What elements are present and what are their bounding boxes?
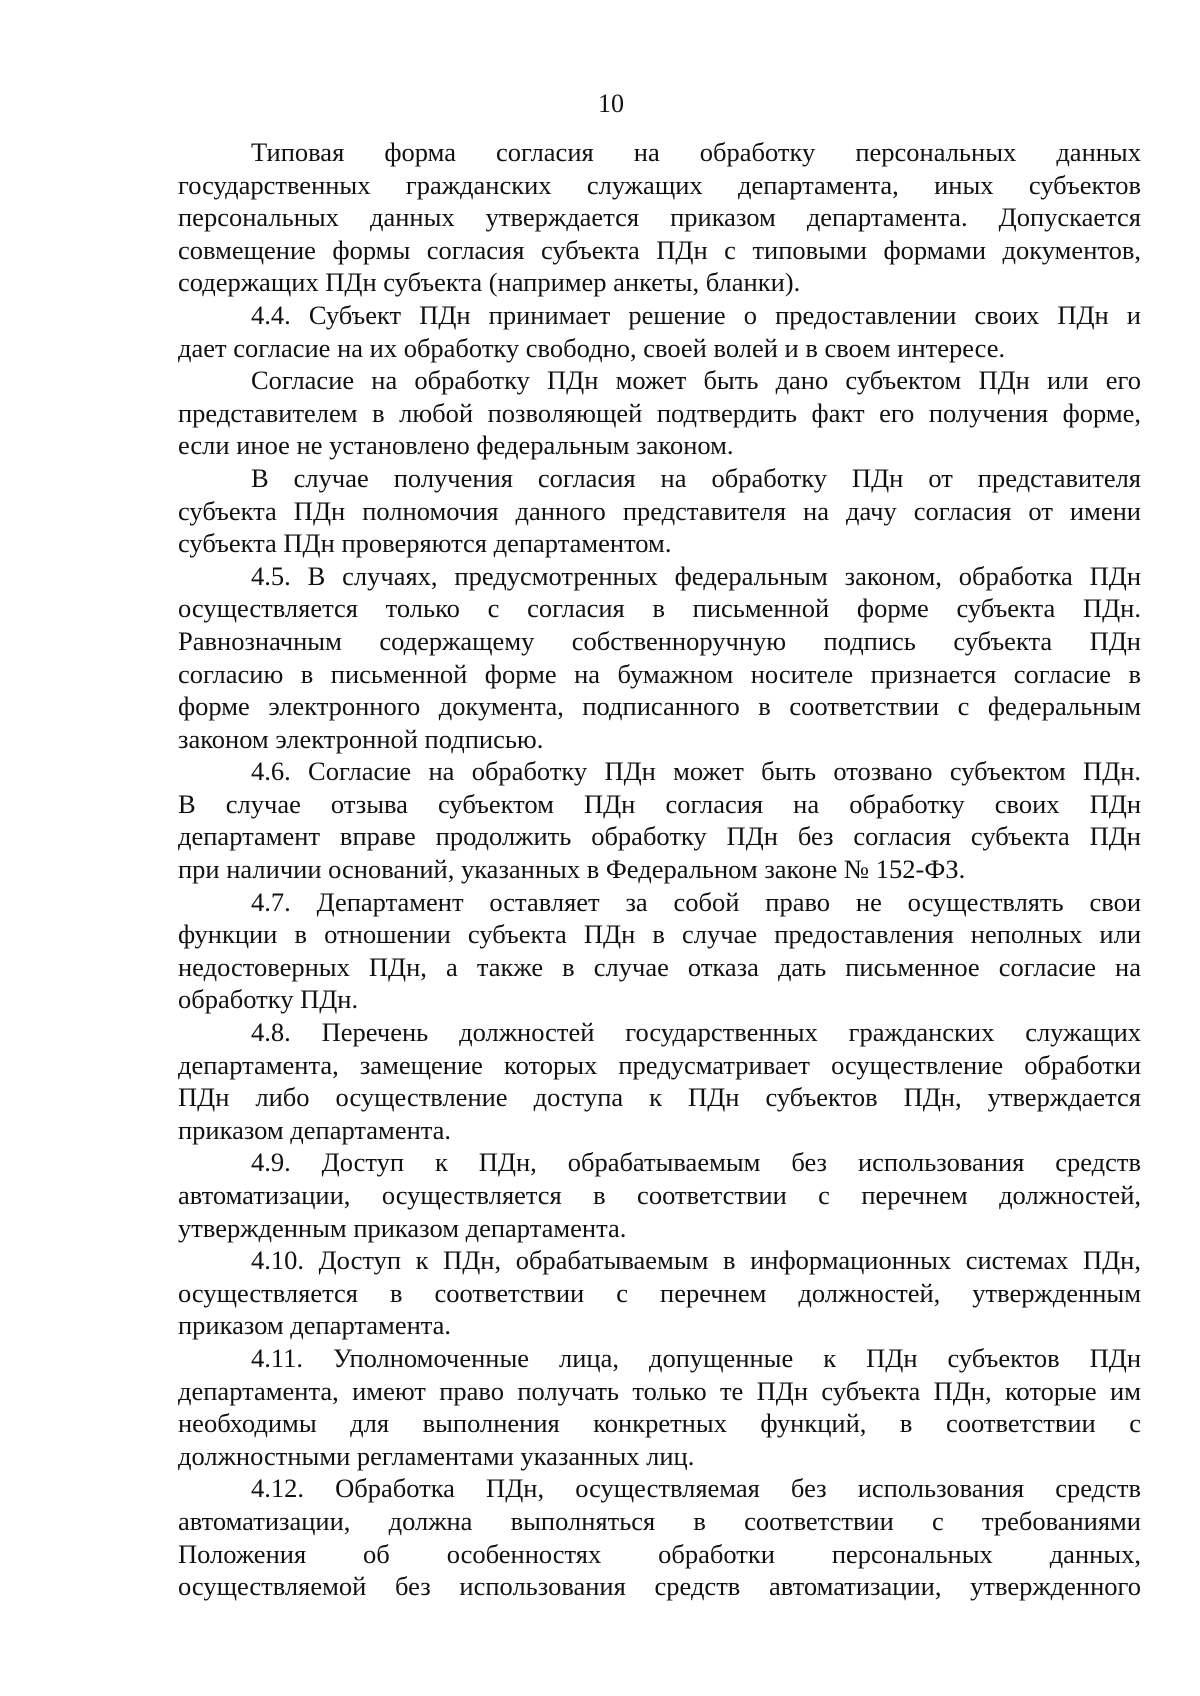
text-line: 4.12. Обработка ПДн, осуществляемая без использования средств: [251, 1473, 1141, 1504]
paragraph: [178, 755, 1141, 885]
paragraph: [178, 136, 1141, 299]
text-line: 4.11. Уполномоченные лица, допущенные к ПДн субъектов ПДн: [251, 1342, 1141, 1373]
text-line: совмещение формы согласия субъекта ПДн с типовыми формами документов,: [178, 234, 1141, 265]
text-line: приказом департамента.: [178, 1310, 452, 1341]
text-line: субъекта ПДн проверяются департаментом.: [178, 528, 672, 559]
text-line: при наличии оснований, указанных в Федеральном законе № 152-ФЗ.: [178, 854, 966, 885]
text-line: недостоверных ПДн, а также в случае отказа дать письменное согласие на: [178, 951, 1141, 982]
paragraph: [178, 560, 1141, 756]
text-line: автоматизации, осуществляется в соответствии с перечнем должностей,: [178, 1180, 1141, 1210]
paragraph: [178, 462, 1141, 560]
text-line: 4.7. Департамент оставляет за собой право не осуществлять свои: [251, 886, 1141, 917]
text-line: форме электронного документа, подписанного в соответствии с федеральным: [178, 691, 1141, 722]
text-line: 4.8. Перечень должностей государственных гражданских служащих: [251, 1017, 1141, 1048]
text-line: В случае отзыва субъектом ПДн согласия на обработку своих ПДн: [178, 788, 1141, 819]
text-line: Равнозначным содержащему собственноручную подпись субъекта ПДн: [178, 625, 1141, 656]
text-line: 4.10. Доступ к ПДн, обрабатываемым в информационных системах ПДн,: [251, 1245, 1141, 1276]
text-line: законом электронной подписью.: [178, 723, 544, 754]
text-line: Согласие на обработку ПДн может быть дано субъектом ПДн или его: [251, 365, 1141, 396]
page-number: 10: [598, 89, 624, 118]
text-line: 4.5. В случаях, предусмотренных федеральным законом, обработка ПДн: [251, 560, 1141, 591]
text-line: приказом департамента.: [178, 1114, 452, 1145]
text-line: осуществляется только с согласия в письменной форме субъекта ПДн.: [178, 593, 1141, 624]
text-line: 4.6. Согласие на обработку ПДн может быть отозвано субъектом ПДн.: [251, 756, 1141, 787]
paragraph: [178, 1342, 1141, 1472]
text-line: департамента, имеют право получать только те ПДн субъекта ПДн, которые им: [178, 1375, 1141, 1406]
paragraph: [178, 364, 1141, 462]
text-line: государственных гражданских служащих департамента, иных субъектов: [178, 169, 1141, 200]
paragraph: [178, 886, 1141, 1016]
text-line: департамент вправе продолжить обработку ПДн без согласия субъекта ПДн: [178, 821, 1141, 852]
document-body: [178, 136, 1141, 1603]
paragraph: [178, 1016, 1141, 1146]
paragraph: [178, 299, 1141, 364]
text-line: автоматизации, должна выполняться в соответствии с требованиями: [178, 1505, 1141, 1536]
text-line: ПДн либо осуществление доступа к ПДн субъектов ПДн, утверждается: [178, 1082, 1141, 1113]
text-line: функции в отношении субъекта ПДн в случае предоставления неполных или: [178, 919, 1141, 950]
text-line: Положения об особенностях обработки персональных данных,: [178, 1538, 1141, 1569]
text-line: необходимы для выполнения конкретных функций, в соответствии с: [178, 1408, 1141, 1439]
paragraph: [178, 1472, 1141, 1602]
text-line: 4.9. Доступ к ПДн, обрабатываемым без использования средств: [251, 1147, 1141, 1178]
text-line: 4.4. Субъект ПДн принимает решение о предоставлении своих ПДн и: [251, 299, 1141, 330]
text-line: персональных данных утверждается приказом департамента. Допускается: [178, 202, 1141, 233]
text-line: дает согласие на их обработку свободно, своей волей и в своем интересе.: [178, 332, 1006, 363]
paragraph: [178, 1244, 1141, 1342]
text-line: согласию в письменной форме на бумажном носителе признается согласие в: [178, 658, 1141, 689]
text-line: обработку ПДн.: [178, 984, 359, 1015]
text-line: департамента, замещение которых предусматривает осуществление обработки: [178, 1049, 1141, 1080]
text-line: представителем в любой позволяющей подтвердить факт его получения форме,: [178, 397, 1141, 428]
text-line: Типовая форма согласия на обработку персональных данных: [251, 137, 1141, 167]
text-line: осуществляется в соответствии с перечнем должностей, утвержденным: [178, 1277, 1141, 1308]
text-line: содержащих ПДн субъекта (например анкеты, бланки).: [178, 267, 801, 298]
text-line: утвержденным приказом департамента.: [178, 1212, 627, 1243]
text-line: субъекта ПДн полномочия данного представителя на дачу согласия от имени: [178, 495, 1141, 526]
text-line: если иное не установлено федеральным законом.: [178, 430, 734, 461]
text-line: В случае получения согласия на обработку ПДн от представителя: [251, 462, 1141, 493]
text-line: осуществляемой без использования средств автоматизации, утвержденного: [178, 1571, 1141, 1602]
paragraph: [178, 1146, 1141, 1244]
text-line: должностными регламентами указанных лиц.: [178, 1440, 695, 1471]
